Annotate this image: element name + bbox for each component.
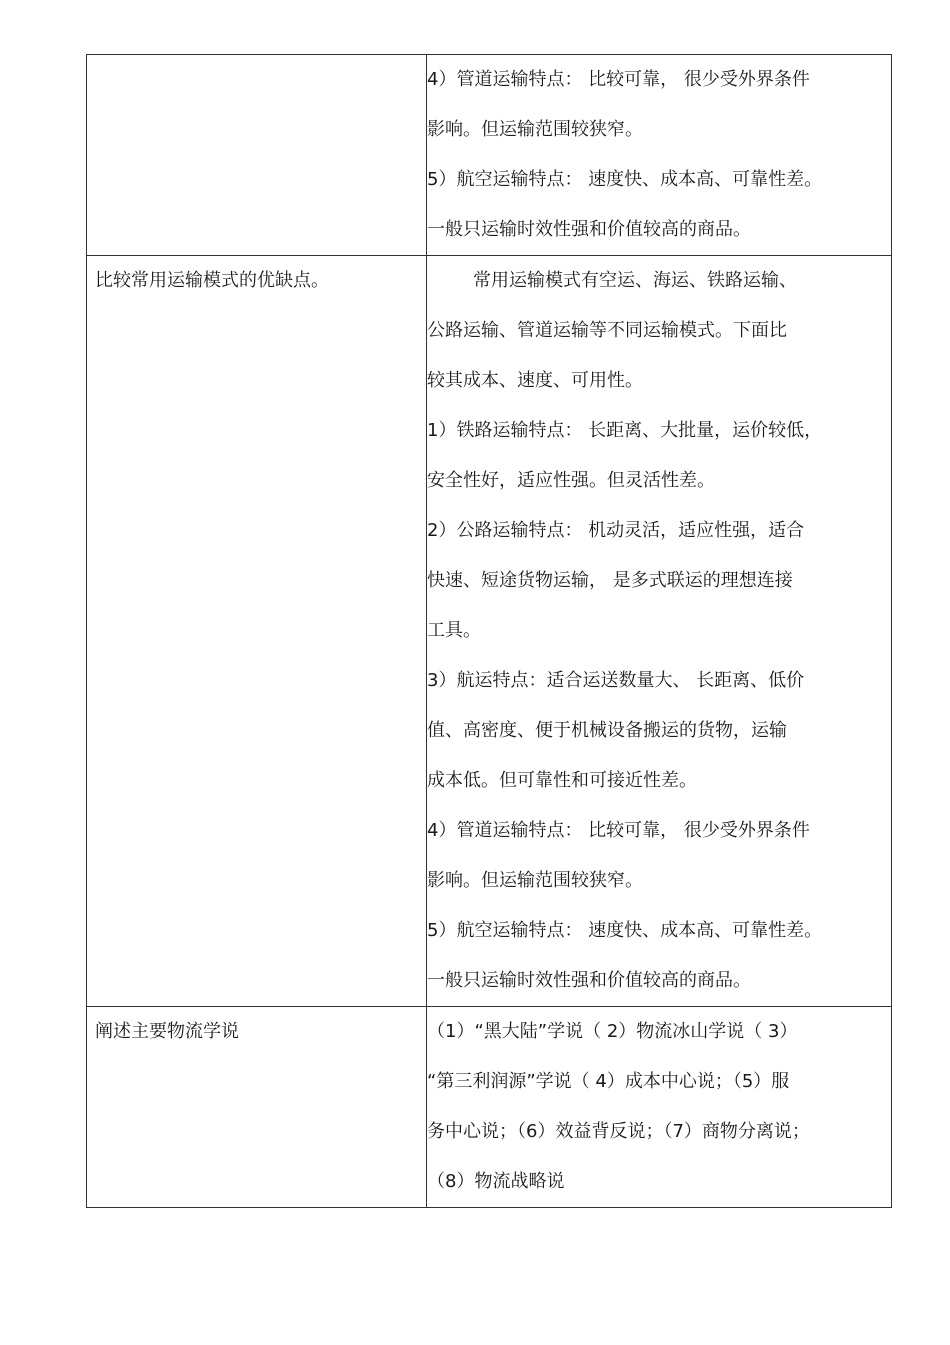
question-cell: [87, 256, 427, 1007]
table-row: [87, 55, 892, 256]
answer-line: 值、高密度、便于机械设备搬运的货物，运输: [427, 720, 787, 741]
answer-line: 5）航空运输特点： 速度快、成本高、可靠性差。: [427, 169, 823, 190]
answer-line: 1）铁路运输特点： 长距离、大批量，运价较低，: [427, 420, 823, 441]
answer-cell: [427, 55, 892, 256]
answer-line: 常用运输模式有空运、海运、铁路运输、: [473, 270, 797, 291]
answer-line: “第三利润源”学说（ 4）成本中心说；（5）服: [427, 1071, 790, 1092]
question-cell: [87, 55, 427, 256]
answer-line: 4）管道运输特点： 比较可靠， 很少受外界条件: [427, 820, 810, 841]
answer-line: （1）“黑大陆”学说（ 2）物流冰山学说（ 3）: [427, 1021, 798, 1042]
answer-line: 快速、短途货物运输， 是多式联运的理想连接: [427, 570, 793, 591]
table-row: [87, 256, 892, 1007]
question-text: 比较常用运输模式的优缺点。: [95, 270, 329, 291]
answer-line: 3）航运特点：适合运送数量大、 长距离、低价: [427, 670, 805, 691]
answer-line: 4）管道运输特点： 比较可靠， 很少受外界条件: [427, 69, 810, 90]
answer-line: 务中心说；（6）效益背反说；（7）商物分离说；: [427, 1121, 810, 1142]
answer-line: 一般只运输时效性强和价值较高的商品。: [427, 970, 751, 991]
answer-line: 公路运输、管道运输等不同运输模式。下面比: [427, 320, 787, 341]
answer-line: 影响。但运输范围较狭窄。: [427, 870, 643, 891]
answer-line: 较其成本、速度、可用性。: [427, 370, 643, 391]
answer-line: 5）航空运输特点： 速度快、成本高、可靠性差。: [427, 920, 823, 941]
answer-line: 2）公路运输特点： 机动灵活，适应性强，适合: [427, 520, 805, 541]
answer-cell: [427, 1007, 892, 1208]
answer-line: 工具。: [427, 620, 481, 641]
answer-line: 一般只运输时效性强和价值较高的商品。: [427, 219, 751, 240]
question-cell: [87, 1007, 427, 1208]
answer-line: （8）物流战略说: [427, 1171, 565, 1192]
answer-line: 影响。但运输范围较狭窄。: [427, 119, 643, 140]
answer-cell: [427, 256, 892, 1007]
answer-line: 成本低。但可靠性和可接近性差。: [427, 770, 697, 791]
table-row: [87, 1007, 892, 1208]
answer-line: 安全性好，适应性强。但灵活性差。: [427, 470, 715, 491]
qa-table: [86, 54, 892, 1208]
question-text: 阐述主要物流学说: [95, 1021, 239, 1042]
